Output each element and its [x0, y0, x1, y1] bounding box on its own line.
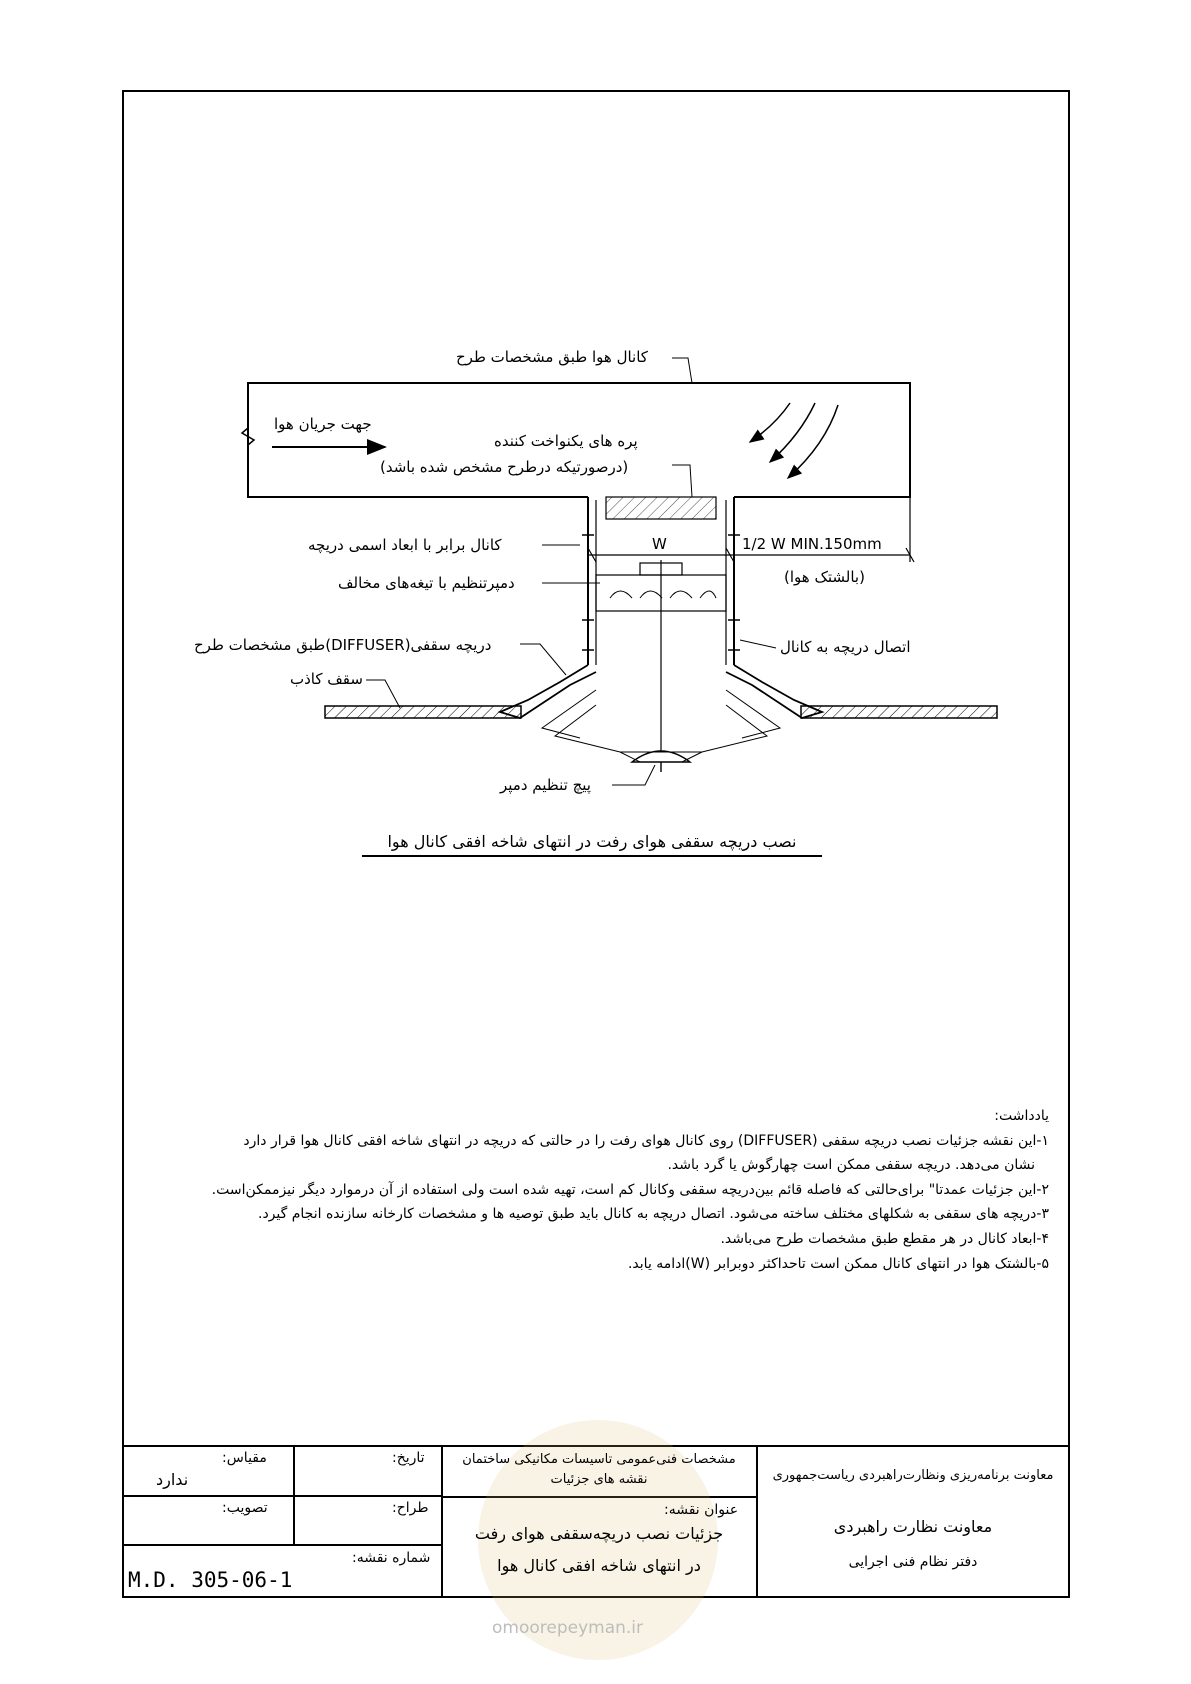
sheet-no-label: شماره نقشه: — [352, 1550, 431, 1566]
note-1b: نشان می‌دهد. دریچه سقفی ممکن است چهارگوش یا گرد باشد. — [667, 1157, 1035, 1174]
note-4: ۴-ابعاد کانال در هر مقطع طبق مشخصات طرح می‌باشد. — [720, 1230, 1049, 1247]
note-1a: ۱-این نقشه جزئیات نصب دریچه سقفی (DIFFUSER) روی کانال هوای رفت را در حالتی که دریچه در انتهای شاخه افقی کانال هوا قرار دارد — [243, 1132, 1049, 1149]
diffuser-label: دریچه سقفی(DIFFUSER)طبق مشخصات طرح — [194, 636, 492, 654]
watermark-url: omoorepeyman.ir — [492, 1618, 644, 1638]
false-ceiling-right — [801, 706, 997, 718]
collar-label: کانال برابر با ابعاد اسمی دریچه — [308, 536, 502, 554]
drawing-caption: نصب دریچه سقفی هوای رفت در انتهای شاخه افقی کانال هوا — [362, 832, 822, 857]
org-3: دفتر نظام فنی اجرایی — [848, 1554, 978, 1570]
damper-screw-label: پیچ تنظیم دمپر — [500, 776, 591, 794]
drawing-title-label: عنوان نقشه: — [664, 1502, 739, 1518]
drawing-title-2: در انتهای شاخه افقی کانال هوا — [497, 1556, 701, 1575]
date-label: تاریخ: — [392, 1450, 425, 1466]
sheet-no: M.D. 305-06-1 — [128, 1568, 293, 1592]
connection-label: اتصال دریچه به کانال — [780, 638, 911, 656]
note-2: ۲-این جزئیات عمدتا" برای‌حالتی که فاصله قائم بین‌دریچه سقفی وکانال کم است، تهیه شده است ولی استفاده از آن درموارد دیگر نیزممکن‌است. — [211, 1181, 1049, 1198]
air-flow-label: جهت جریان هوا — [274, 415, 372, 433]
air-cushion-label: (بالشتک هوا) — [784, 568, 865, 586]
vanes-note-label: (درصورتیکه درطرح مشخص شده باشد) — [380, 458, 629, 476]
note-5: ۵-بالشتک هوا در انتهای کانال ممکن است تاحداکثر دوبرابر (W)ادامه یابد. — [627, 1255, 1049, 1272]
note-3: ۳-دریچه های سقفی به شکلهای مختلف ساخته می‌شود. اتصال دریچه به کانال باید طبق توصیه ها و مشخصات کارخانه سازنده انجام گیرد. — [258, 1206, 1049, 1223]
notes-heading: یادداشت: — [994, 1108, 1049, 1124]
width-w-label: W — [652, 535, 667, 553]
damper-screw — [632, 751, 690, 762]
spec-line-2: نقشه های جزئیات — [550, 1472, 648, 1487]
duct-spec-label: کانال هوا طبق مشخصات طرح — [456, 348, 648, 366]
spec-line-1: مشخصات فنی‌عمومی تاسیسات مکانیکی ساختمان — [462, 1452, 736, 1467]
damper-label: دمپرتنظیم با تیغه‌های مخالف — [338, 574, 515, 592]
drawing-title-1: جزئیات نصب دریچه‌سقفی هوای رفت — [474, 1524, 724, 1543]
org-2: معاونت نظارت راهبردی — [833, 1517, 993, 1536]
false-ceiling-label: سقف کاذب — [290, 670, 363, 688]
org-1: معاونت برنامه‌ریزی ونظارت‌راهبردی ریاست‌جمهوری — [772, 1468, 1054, 1483]
scale-value: ندارد — [156, 1470, 189, 1489]
scale-label: مقیاس: — [222, 1450, 267, 1466]
vanes-label: پره های یکنواخت کننده — [494, 432, 638, 450]
half-w-label: 1/2 W MIN.150mm — [742, 535, 882, 553]
designer-label: طراح: — [392, 1500, 429, 1516]
false-ceiling-left — [325, 706, 521, 718]
approval-label: تصویب: — [222, 1500, 268, 1516]
notes — [129, 1104, 1049, 1276]
